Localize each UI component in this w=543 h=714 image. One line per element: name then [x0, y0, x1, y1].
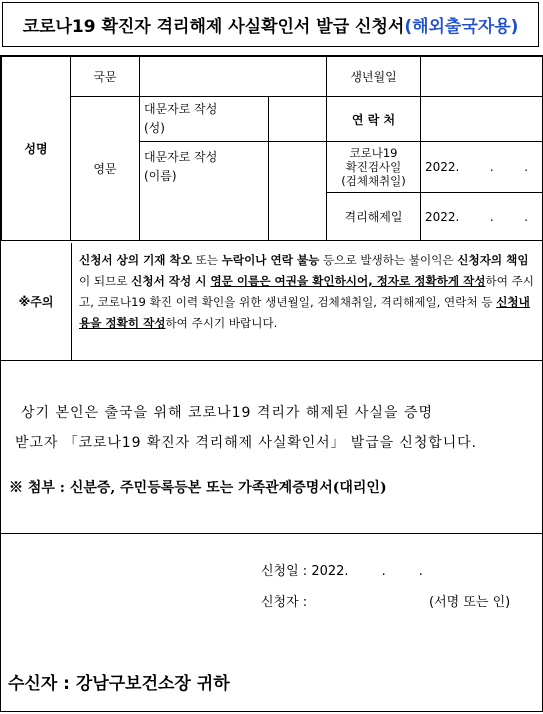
notice-seg: 이 되므로	[79, 274, 132, 288]
notice-text	[72, 243, 542, 360]
dob-field[interactable]	[421, 57, 543, 97]
notice-seg: 하여 주시기 바랍니다.	[165, 316, 278, 330]
title-main: 코로나19 확진자 격리해제 사실확인서 발급 신청서	[22, 17, 405, 37]
release-date-label: 격리해제일	[327, 193, 421, 241]
application-date[interactable]: 신청일 : 2022. . .	[261, 564, 423, 579]
form-title	[2, 2, 539, 47]
notice-seg: 신청자의 책임	[457, 253, 529, 267]
notice-seg: 신청서 상의 기재 착오	[79, 253, 192, 267]
contact-label: 연 락 처	[327, 97, 421, 142]
application-form	[0, 55, 543, 712]
applicant-info-table	[1, 56, 543, 241]
notice-seg: 등으로 발생하는 불이익은	[319, 253, 458, 267]
applicant-label: 신청자 :	[261, 595, 308, 610]
title-suffix: (해외출국자용)	[404, 17, 519, 37]
signature-note: (서명 또는 인)	[429, 595, 511, 610]
test-date-label: 코로나19 확진검사일 (검체채취일)	[327, 142, 421, 193]
notice-seg: 신청내용을 정확히 작성	[79, 295, 530, 330]
notice-section	[1, 243, 542, 361]
korean-name-field[interactable]	[140, 57, 327, 97]
en-surname-hint: 대문자로 작성 (성)	[140, 97, 269, 142]
en-surname-field[interactable]	[269, 97, 327, 142]
korean-label: 국문	[71, 57, 140, 97]
attachment-note: ※ 첨부 : 신분증, 주민등록등본 또는 가족관계증명서(대리인)	[9, 480, 387, 496]
english-label: 영문	[71, 97, 140, 241]
contact-field[interactable]	[421, 97, 543, 142]
statement-section	[1, 362, 542, 534]
notice-seg: 영문 이름은 여권을 확인하시어, 정자로 정확하게 작성	[210, 274, 486, 288]
signature-section	[1, 535, 542, 711]
notice-label: ※주의	[1, 243, 72, 360]
test-date-field[interactable]: 2022. . .	[421, 142, 543, 193]
dob-label: 생년월일	[327, 57, 421, 97]
notice-seg: 또는	[191, 253, 222, 267]
release-date-field[interactable]: 2022. . .	[421, 193, 543, 241]
en-given-field[interactable]	[269, 142, 327, 241]
en-given-hint: 대문자로 작성 (이름)	[140, 142, 269, 241]
statement-line1: 상기 본인은 출국을 위해 코로나19 격리가 해제된 사실을 증명	[21, 405, 433, 421]
notice-seg: 하여 주시고, 코로나19 확진 이력 확인을 위한 생년월일, 검체채취일, 격리해제일, 연락처 등	[79, 274, 534, 309]
notice-seg: 누락이나 연락 불능	[221, 253, 320, 267]
name-label: 성명	[2, 57, 71, 241]
statement-line2: 받고자 「코로나19 확진자 격리해제 사실확인서」 발급을 신청합니다.	[15, 435, 477, 451]
recipient: 수신자 : 강남구보건소장 귀하	[8, 674, 230, 694]
notice-seg: 신청서 작성 시	[131, 274, 211, 288]
